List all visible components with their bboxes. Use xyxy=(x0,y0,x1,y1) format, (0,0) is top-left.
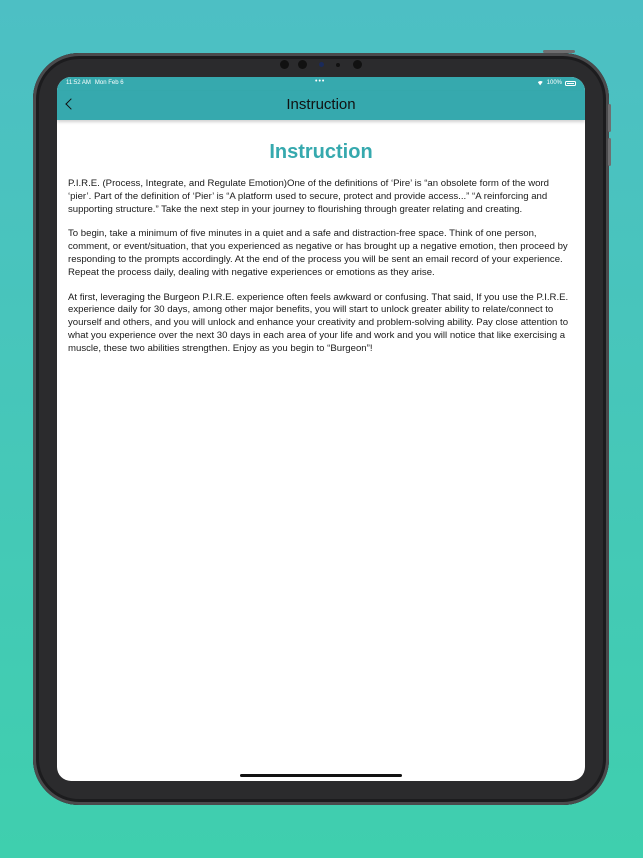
front-camera-sensors xyxy=(278,60,368,70)
wifi-icon xyxy=(537,81,544,86)
instruction-paragraph: To begin, take a minimum of five minutes in a quiet and a safe and distraction-free space. Think of one person, comment, or event/situation, that you experienced as negative or has brought up a negative emotion, then proceed by responding to the prompts accordingly. At the end of the process you will be sent an email record of your experience. Repeat the process daily, dealing with negative experiences or emotions as they arise. xyxy=(68,228,568,278)
home-indicator[interactable] xyxy=(240,774,402,777)
battery-icon xyxy=(565,81,576,86)
instruction-content xyxy=(57,120,585,356)
status-date: Mon Feb 6 xyxy=(94,80,124,86)
device-volume-up-button xyxy=(608,104,611,132)
battery-percentage: 100% xyxy=(546,80,562,86)
device-side-button-top xyxy=(543,50,575,53)
navigation-bar xyxy=(57,91,585,120)
status-time xyxy=(66,80,124,86)
status-time-text: 11:52 AM xyxy=(66,80,91,86)
multitasking-dots-icon[interactable]: ••• xyxy=(315,78,326,85)
instruction-paragraph: At first, leveraging the Burgeon P.I.R.E. experience often feels awkward or confusing. That said, If you use the P.I.R.E. experience daily for 30 days, among other major benefits, you will start to unlock greater ability to relate/connect to yourself and others, and you will unlock and enhance your creativity and problem-solving ability. Pay close attention to what you experience over the next 30 days in each area of your life and work and you will notice that like exercising a muscle, these two abilities strengthen. Enjoy as you begin to “Burgeon”! xyxy=(68,291,569,354)
instruction-paragraph: P.I.R.E. (Process, Integrate, and Regulate Emotion)One of the definitions of ‘Pire’ is “an obsolete form of the word ‘pier’. Part of the definition of ‘Pier’ is “A platform used to secure, protect and provide access...” “A reinforcing and supporting structure.” Take the next step in your journey to flourishing through greater relating and creating. xyxy=(68,178,550,215)
status-bar xyxy=(57,77,585,91)
app-screen xyxy=(57,77,585,781)
page-title: Instruction xyxy=(269,141,373,163)
nav-title: Instruction xyxy=(286,96,356,113)
status-indicators xyxy=(537,80,576,86)
device-volume-down-button xyxy=(608,138,611,166)
